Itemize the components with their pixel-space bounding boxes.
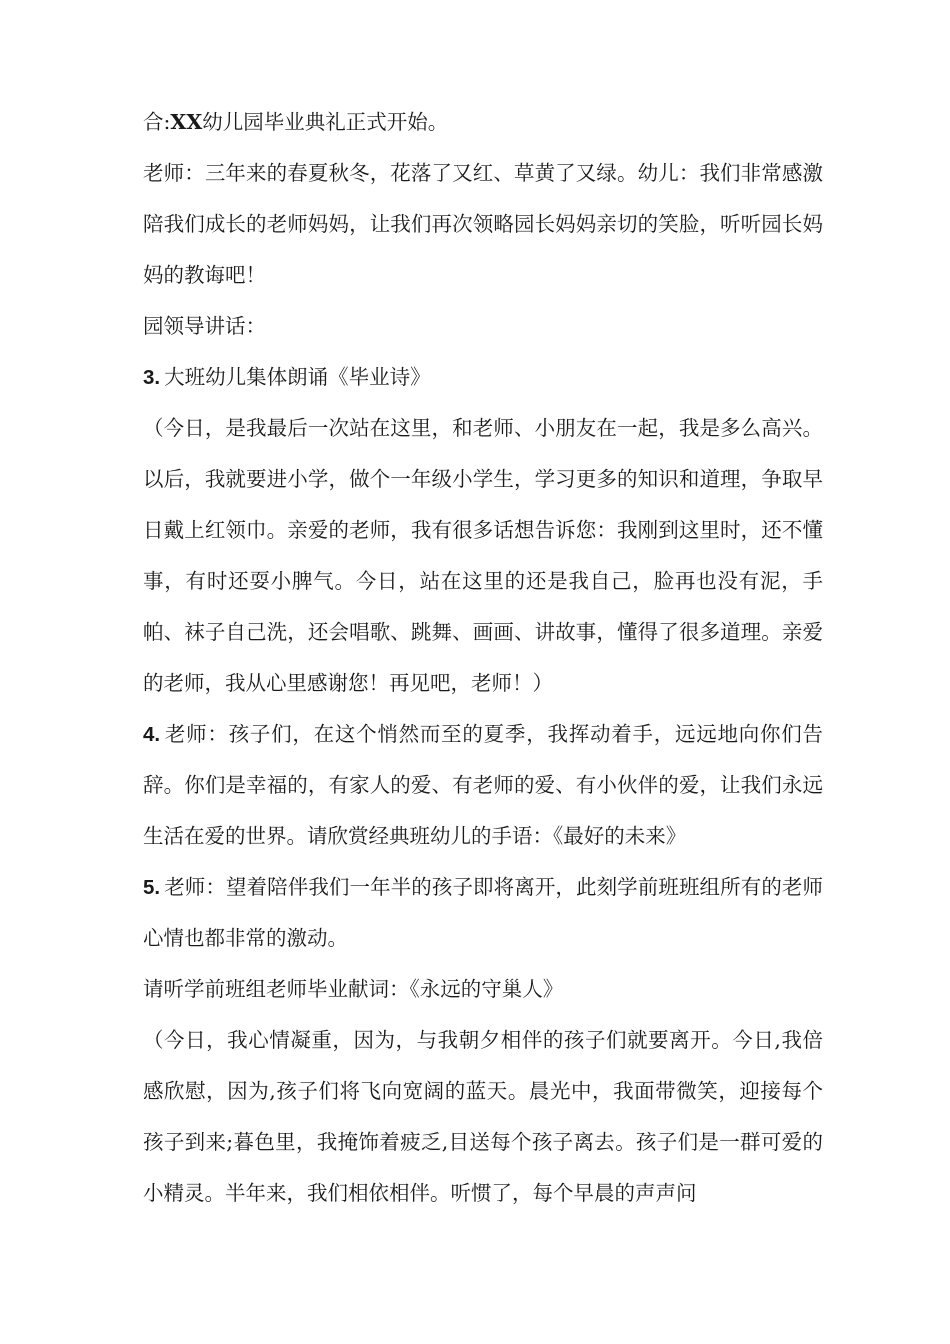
paragraph-teacher-intro (143, 148, 823, 301)
paragraph-dedication-text (143, 1015, 823, 1219)
paragraph-leader-speech (143, 301, 823, 352)
paragraph-bold-prefix: XX (170, 110, 203, 134)
paragraph-item-3 (143, 352, 823, 403)
item-number: 3. (143, 366, 161, 389)
paragraph-item-5 (143, 862, 823, 964)
paragraph-text: （今日，是我最后一次站在这里，和老师、小朋友在一起，我是多么高兴。以后，我就要进小学，做个一年级小学生，学习更多的知识和道理，争取早日戴上红领巾。亲爱的老师，我有很多话想告诉您：我刚到这里时，还不懂事，有时还耍小脾气。今日，站在这里的还是我自己，脸再也没有泥，手帕、袜子自己洗，还会唱歌、跳舞、画画、讲故事，懂得了很多道理。亲爱的老师，我从心里感谢您！再见吧，老师！） (143, 416, 823, 695)
item-number: 4. (143, 723, 161, 746)
paragraph-text: 请听学前班组老师毕业献词：《永远的守巢人》 (143, 977, 564, 1001)
paragraph-prefix: 合: (143, 110, 171, 134)
paragraph-text: 老师：望着陪伴我们一年半的孩子即将离开，此刻学前班班组所有的老师心情也都非常的激动。 (143, 875, 823, 950)
paragraph-text: （今日，我心情凝重，因为，与我朝夕相伴的孩子们就要离开。今日,我倍感欣慰，因为,孩子们将飞向宽阔的蓝天。晨光中，我面带微笑，迎接每个孩子到来;暮色里，我掩饰着疲乏,目送每个孩子离去。孩子们是一群可爱的小精灵。半年来，我们相依相伴。听惯了，每个早晨的声声问 (143, 1028, 823, 1205)
paragraph-text: 老师：孩子们，在这个悄然而至的夏季，我挥动着手，远远地向你们告辞。你们是幸福的，有家人的爱、有老师的爱、有小伙伴的爱，让我们永远生活在爱的世界。请欣赏经典班幼儿的手语：《最好的未来》 (143, 722, 823, 848)
paragraph-opening (143, 97, 823, 148)
paragraph-item-4 (143, 709, 823, 862)
item-number: 5. (143, 876, 161, 899)
paragraph-dedication (143, 964, 823, 1015)
paragraph-text: 园领导讲话： (143, 314, 266, 338)
paragraph-text: 大班幼儿集体朗诵《毕业诗》 (164, 365, 431, 389)
document-body (143, 97, 823, 1219)
paragraph-text: 幼儿园毕业典礼正式开始。 (202, 110, 449, 134)
paragraph-poem (143, 403, 823, 709)
paragraph-text: 老师：三年来的春夏秋冬，花落了又红、草黄了又绿。幼儿：我们非常感激陪我们成长的老师妈妈，让我们再次领略园长妈妈亲切的笑脸，听听园长妈妈的教诲吧！ (143, 161, 823, 287)
